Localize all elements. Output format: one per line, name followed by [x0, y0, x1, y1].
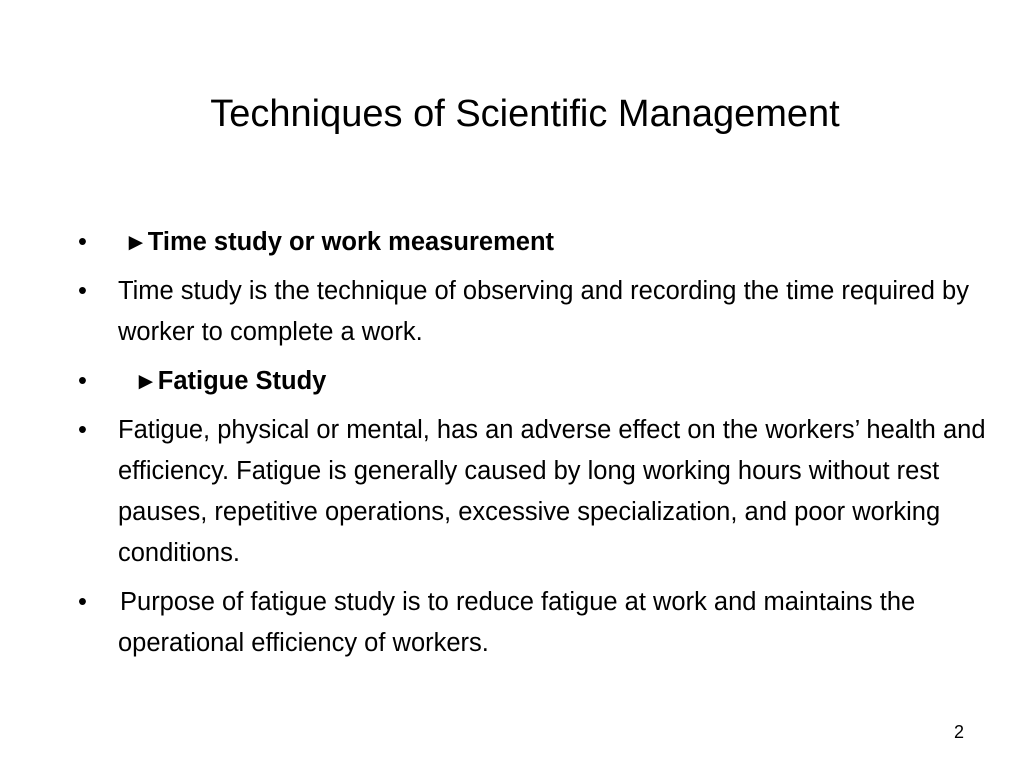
bullet-heading-fatigue-study — [118, 367, 326, 395]
bullet-text-fatigue-purpose: Purpose of fatigue study is to reduce fatigue at work and maintains the operational efficiency of workers. — [118, 588, 916, 657]
list-item — [76, 361, 996, 402]
bullet-icon: • — [78, 367, 87, 395]
bullet-heading-time-study — [118, 228, 554, 256]
arrow-right-icon: ► — [134, 368, 158, 395]
bullet-heading-text: Time study or work measurement — [147, 228, 555, 256]
list-item — [76, 271, 996, 353]
bullet-list — [76, 222, 996, 672]
list-item — [76, 582, 996, 664]
bullet-icon: • — [78, 588, 87, 616]
list-item — [76, 222, 996, 263]
bullet-text-time-study-definition: Time study is the technique of observing and recording the time required by worker to complete a work. — [118, 277, 969, 346]
bullet-text-fatigue-definition: Fatigue, physical or mental, has an adverse effect on the workers’ health and efficiency. Fatigue is generally caused by long working hours without rest pauses, repetitive operations, excessive specialization, and poor working conditions. — [118, 416, 986, 567]
slide-title: Techniques of Scientific Management — [210, 93, 840, 135]
arrow-right-icon: ► — [124, 229, 148, 256]
bullet-icon: • — [78, 277, 87, 305]
list-item — [76, 410, 996, 574]
bullet-icon: • — [78, 416, 87, 444]
page-number: 2 — [953, 722, 964, 742]
bullet-icon: • — [78, 228, 87, 256]
bullet-heading-text: Fatigue Study — [157, 367, 327, 395]
